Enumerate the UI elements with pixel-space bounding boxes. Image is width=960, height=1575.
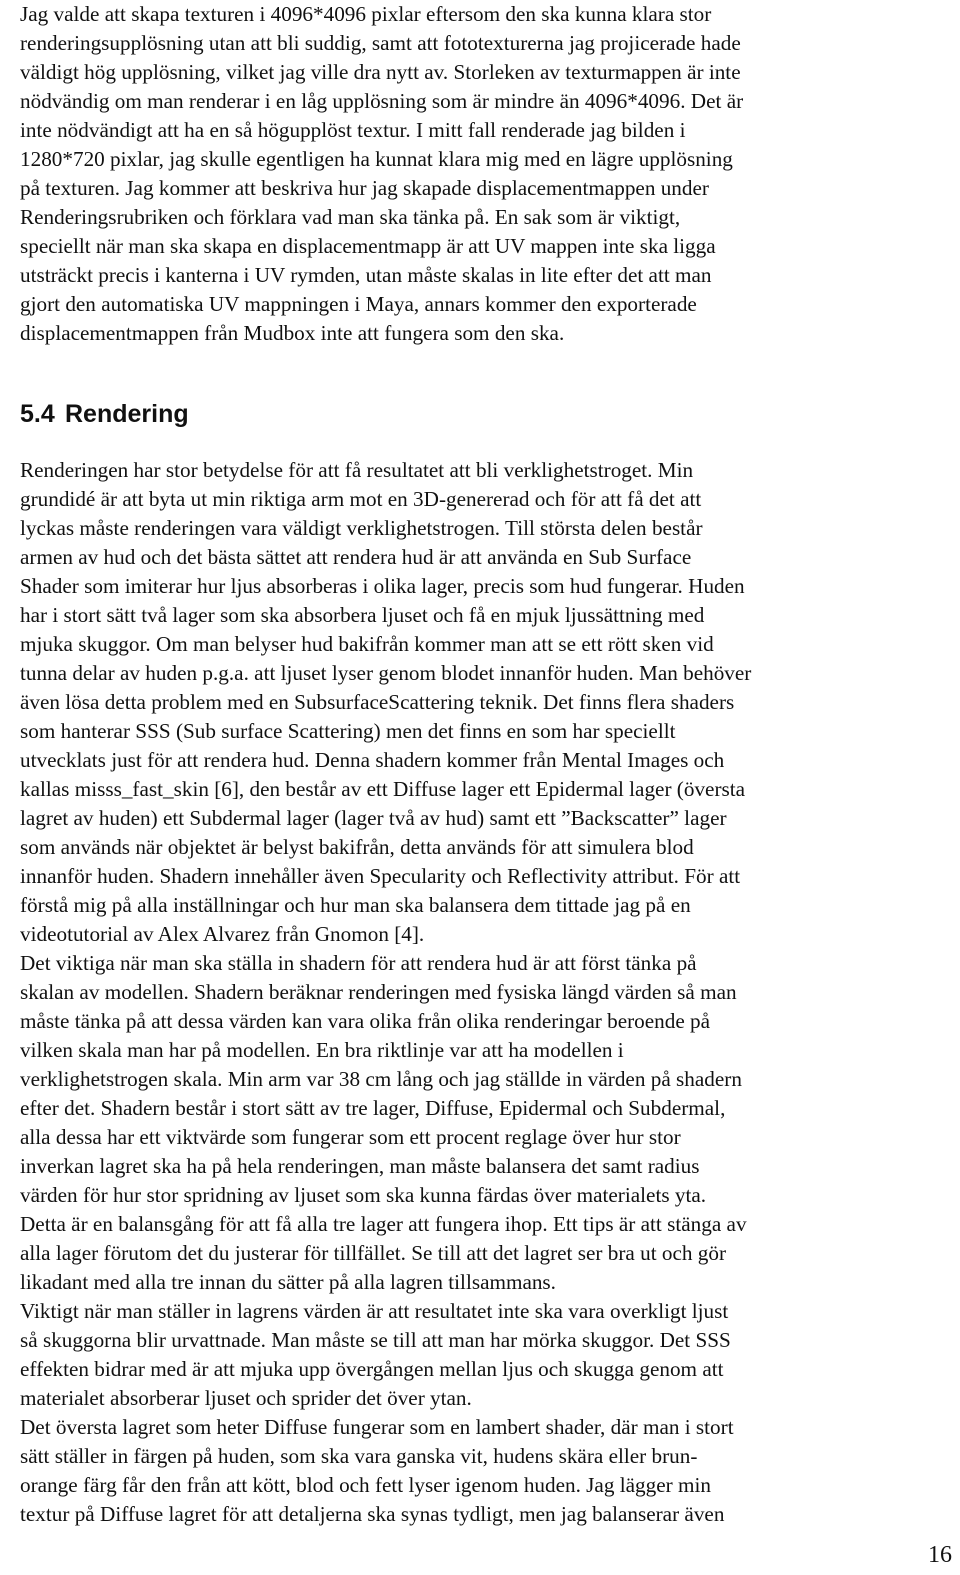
text-line: innanför huden. Shadern innehåller även Specularity och Reflectivity attribut. För att bbox=[20, 864, 741, 888]
section-number: 5.4 bbox=[20, 400, 55, 428]
page-number: 16 bbox=[928, 1542, 952, 1568]
text-line: måste tänka på att dessa värden kan vara olika från olika renderingar beroende på bbox=[20, 1009, 711, 1033]
spacer bbox=[20, 348, 900, 398]
text-line: Det viktiga när man ska ställa in shadern för att rendera hud är att först tänka på bbox=[20, 951, 697, 975]
spacer bbox=[20, 430, 900, 456]
text-line: har i stort sätt två lager som ska absorbera ljuset och få en mjuk ljussättning med bbox=[20, 603, 705, 627]
text-line: väldigt hög upplösning, vilket jag ville dra nytt av. Storleken av texturmappen är inte bbox=[20, 60, 741, 84]
text-line: kallas misss_fast_skin [6], den består av ett Diffuse lager ett Epidermal lager (översta bbox=[20, 777, 746, 801]
text-line: displacementmappen från Mudbox inte att fungera som den ska. bbox=[20, 321, 565, 345]
text-line: likadant med alla tre innan du sätter på alla lagren tillsammans. bbox=[20, 1270, 556, 1294]
text-line: videotutorial av Alex Alvarez från Gnomon [4]. bbox=[20, 922, 425, 946]
text-line: Renderingsrubriken och förklara vad man ska tänka på. En sak som är viktigt, bbox=[20, 205, 681, 229]
text-line: inverkan lagret ska ha på hela renderingen, man måste balansera det samt radius bbox=[20, 1154, 700, 1178]
text-line: förstå mig på alla inställningar och hur man ska balansera dem tittade jag på en bbox=[20, 893, 691, 917]
text-line: materialet absorberar ljuset och sprider det över ytan. bbox=[20, 1386, 472, 1410]
text-line: alla dessa har ett viktvärde som fungerar som ett procent reglage över hur stor bbox=[20, 1125, 681, 1149]
text-line: renderingsupplösning utan att bli suddig, samt att fototexturerna jag projicerade hade bbox=[20, 31, 741, 55]
text-line: grundidé är att byta ut min riktiga arm mot en 3D-genererad och för att få det att bbox=[20, 487, 702, 511]
text-line: utvecklats just för att rendera hud. Denna shadern kommer från Mental Images och bbox=[20, 748, 725, 772]
text-line: sätt ställer in färgen på huden, som ska vara ganska vit, hudens skära eller brun- bbox=[20, 1444, 698, 1468]
text-line: gjort den automatiska UV mappningen i Maya, annars kommer den exporterade bbox=[20, 292, 697, 316]
text-line: verklighetstrogen skala. Min arm var 38 cm lång och jag ställde in värden på shadern bbox=[20, 1067, 742, 1091]
text-line: lagret av huden) ett Subdermal lager (lager två av hud) samt ett ”Backscatter” lager bbox=[20, 806, 727, 830]
text-line: Detta är en balansgång för att få alla tre lager att fungera ihop. Ett tips är att stänga av bbox=[20, 1212, 747, 1236]
document-page bbox=[20, 0, 900, 1529]
text-line: nödvändig om man renderar i en låg upplösning som är mindre än 4096*4096. Det är bbox=[20, 89, 744, 113]
text-line: även lösa detta problem med en SubsurfaceScattering teknik. Det finns flera shaders bbox=[20, 690, 735, 714]
text-line: armen av hud och det bästa sättet att rendera hud är att använda en Sub Surface bbox=[20, 545, 692, 569]
text-line: orange färg får den från att kött, blod och fett lyser igenom huden. Jag lägger min bbox=[20, 1473, 711, 1497]
text-line: Jag valde att skapa texturen i 4096*4096 pixlar eftersom den ska kunna klara stor bbox=[20, 2, 712, 26]
text-line: 1280*720 pixlar, jag skulle egentligen ha kunnat klara mig med en lägre upplösning bbox=[20, 147, 733, 171]
text-line: som används när objektet är belyst bakifrån, detta används för att simulera blod bbox=[20, 835, 694, 859]
text-line: värden för hur stor spridning av ljuset som ska kunna färdas över materialets yta. bbox=[20, 1183, 707, 1207]
body-paragraph bbox=[20, 456, 900, 1529]
text-line: Viktigt när man ställer in lagrens värden är att resultatet inte ska vara overkligt ljust bbox=[20, 1299, 729, 1323]
text-line: alla lager förutom det du justerar för tillfället. Se till att det lagret ser bra ut och gör bbox=[20, 1241, 727, 1265]
text-line: speciellt när man ska skapa en displacementmapp är att UV mappen inte ska ligga bbox=[20, 234, 716, 258]
text-line: som hanterar SSS (Sub surface Scattering) men det finns en som har speciellt bbox=[20, 719, 676, 743]
text-line: lyckas måste renderingen vara väldigt verklighetstrogen. Till största delen består bbox=[20, 516, 703, 540]
text-line: Shader som imiterar hur ljus absorberas i olika lager, precis som hud fungerar. Huden bbox=[20, 574, 745, 598]
text-line: inte nödvändigt att ha en så högupplöst textur. I mitt fall renderade jag bilden i bbox=[20, 118, 686, 142]
text-line: så skuggorna blir urvattnade. Man måste se till att man har mörka skuggor. Det SSS bbox=[20, 1328, 731, 1352]
section-heading bbox=[20, 398, 900, 430]
text-line: på texturen. Jag kommer att beskriva hur jag skapade displacementmappen under bbox=[20, 176, 709, 200]
text-line: tunna delar av huden p.g.a. att ljuset lyser genom blodet innanför huden. Man behöver bbox=[20, 661, 752, 685]
text-line: Renderingen har stor betydelse för att få resultatet att bli verklighetstroget. Min bbox=[20, 458, 694, 482]
text-line: skalan av modellen. Shadern beräknar renderingen med fysiska längd värden så man bbox=[20, 980, 737, 1004]
text-line: utsträckt precis i kanterna i UV rymden, utan måste skalas in lite efter det att man bbox=[20, 263, 712, 287]
text-line: vilken skala man har på modellen. En bra riktlinje var att ha modellen i bbox=[20, 1038, 624, 1062]
section-title: Rendering bbox=[65, 400, 189, 428]
text-line: Det översta lagret som heter Diffuse fungerar som en lambert shader, där man i stort bbox=[20, 1415, 734, 1439]
intro-paragraph bbox=[20, 0, 900, 348]
text-line: textur på Diffuse lagret för att detaljerna ska synas tydligt, men jag balanserar även bbox=[20, 1502, 725, 1526]
text-line: effekten bidrar med är att mjuka upp övergången mellan ljus och skugga genom att bbox=[20, 1357, 724, 1381]
text-line: mjuka skuggor. Om man belyser hud bakifrån kommer man att se ett rött sken vid bbox=[20, 632, 714, 656]
text-line: efter det. Shadern består i stort sätt av tre lager, Diffuse, Epidermal och Subdermal, bbox=[20, 1096, 726, 1120]
